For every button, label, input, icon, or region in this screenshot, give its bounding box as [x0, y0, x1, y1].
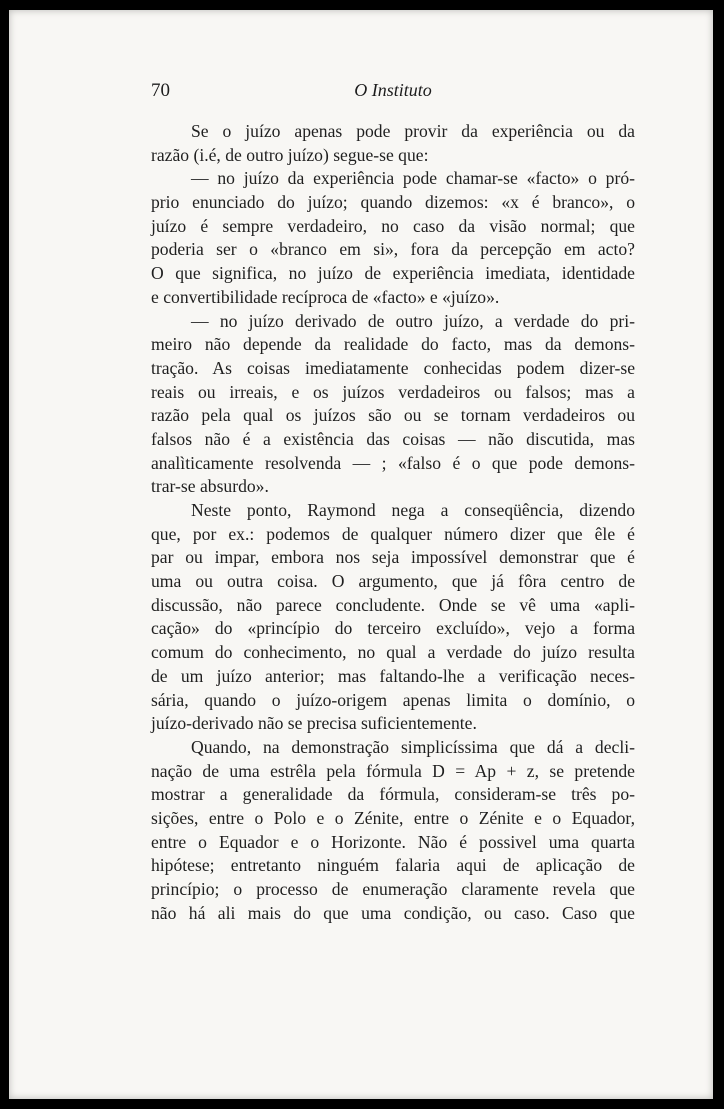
text-line: de um juízo anterior; mas faltando-lhe a verificação neces- [151, 665, 635, 686]
text-line: Neste ponto, Raymond nega a conseqüência, dizendo [191, 500, 635, 520]
body-text [151, 120, 635, 925]
text-line: cação» do «princípio do terceiro excluído», vejo a forma [151, 618, 635, 639]
text-line: e convertibilidade recíproca de «facto» e «juízo». [151, 286, 500, 307]
text-line: falsos não é a existência das coisas — não discutida, mas [151, 428, 635, 449]
page-header [151, 80, 635, 104]
text-line: sições, entre o Polo e o Zénite, entre o Zénite e o Equador, [151, 807, 635, 828]
text-line: que, por ex.: podemos de qualquer número dizer que êle é [151, 523, 635, 544]
text-line: reais ou irreais, e os juízos verdadeiros ou falsos; mas a [151, 381, 635, 402]
text-line: sária, quando o juízo-origem apenas limita o domínio, o [151, 689, 635, 710]
text-line: hipótese; entretanto ninguém falaria aqui de aplicação de [151, 855, 635, 876]
text-line: Se o juízo apenas pode provir da experiência ou da [191, 121, 635, 141]
text-line: juízo é sempre verdadeiro, no caso da visão normal; que [151, 215, 635, 236]
text-line: juízo-derivado não se precisa suficientemente. [151, 713, 477, 734]
text-line: entre o Equador e o Horizonte. Não é possivel uma quarta [151, 831, 635, 852]
page-number: 70 [151, 80, 170, 101]
text-line: princípio; o processo de enumeração claramente revela que [151, 879, 635, 899]
text-line: par ou impar, embora nos seja impossível demonstrar que é [151, 547, 635, 568]
text-line: analìticamente resolvenda — ; «falso é o que pode demons- [151, 452, 635, 473]
running-title: O Instituto [354, 80, 432, 100]
text-line: discussão, não parece concludente. Onde se vê uma «apli- [151, 594, 635, 615]
text-line: uma ou outra coisa. O argumento, que já fôra centro de [151, 571, 635, 592]
text-line: razão (i.é, de outro juízo) segue-se que: [151, 144, 429, 165]
text-line: razão pela qual os juízos são ou se tornam verdadeiros ou [151, 405, 635, 426]
text-line: Quando, na demonstração simplicíssima que dá a decli- [191, 736, 635, 757]
text-line: trar-se absurdo». [151, 476, 269, 497]
book-page [9, 10, 713, 1099]
text-line: não há ali mais do que uma condição, ou caso. Caso que [151, 902, 635, 923]
text-line: mostrar a generalidade da fórmula, consideram-se três po- [151, 784, 635, 805]
text-line: comum do conhecimento, no qual a verdade do juízo resulta [151, 642, 635, 663]
text-line: meiro não depende da realidade do facto, mas da demons- [151, 334, 635, 355]
text-line: — no juízo derivado de outro juízo, a verdade do pri- [191, 310, 635, 331]
text-line: nação de uma estrêla pela fórmula D = Ap + z, se pretende [151, 760, 635, 781]
text-line: — no juízo da experiência pode chamar-se «facto» o pró- [191, 168, 635, 189]
text-line: prio enunciado do juízo; quando dizemos: «x é branco», o [151, 192, 635, 213]
text-line: O que significa, no juízo de experiência imediata, identidade [151, 263, 635, 284]
text-line: tração. As coisas imediatamente conhecidas podem dizer-se [151, 357, 635, 378]
text-line: poderia ser o «branco em si», fora da percepção em acto? [151, 239, 635, 260]
